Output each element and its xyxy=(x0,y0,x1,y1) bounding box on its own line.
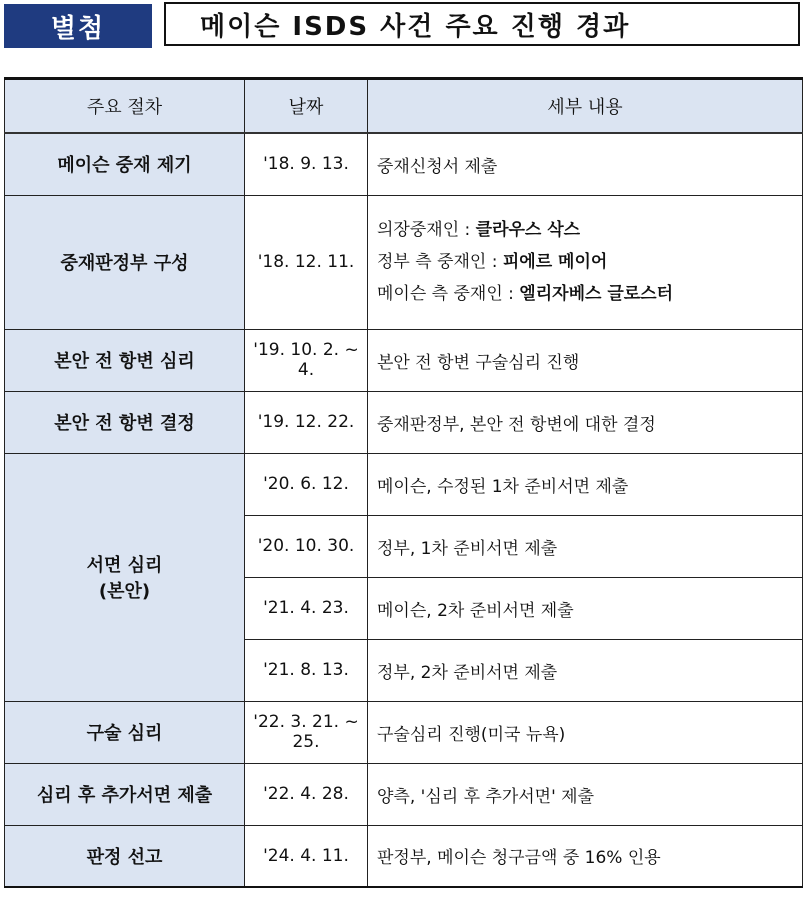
detail-cell: 구술심리 진행(미국 뉴욕) xyxy=(368,701,803,763)
table-row xyxy=(5,329,803,391)
date-cell: '20. 6. 12. xyxy=(245,453,368,515)
progress-table xyxy=(4,77,803,888)
arbitrator-role: 의장중재인 : xyxy=(377,220,476,240)
table-row xyxy=(5,391,803,453)
arbitrator-role: 정부 측 중재인 : xyxy=(377,252,503,272)
detail-cell: 양측, '심리 후 추가서면' 제출 xyxy=(368,763,803,825)
detail-cell: 판정부, 메이슨 청구금액 중 16% 인용 xyxy=(368,825,803,887)
arbitrator-line xyxy=(377,246,802,278)
arbitrator-name: 클라우스 삭스 xyxy=(475,220,581,240)
detail-cell: 메이슨, 수정된 1차 준비서면 제출 xyxy=(368,453,803,515)
detail-cell: 중재판정부, 본안 전 항변에 대한 결정 xyxy=(368,391,803,453)
date-cell: '21. 8. 13. xyxy=(245,639,368,701)
step-cell: 심리 후 추가서면 제출 xyxy=(5,763,245,825)
table-row xyxy=(5,133,803,195)
table-header-row xyxy=(5,79,803,134)
arbitrator-line xyxy=(377,214,802,246)
step-cell xyxy=(5,453,245,701)
date-cell: '19. 12. 22. xyxy=(245,391,368,453)
step-sublabel: (본안) xyxy=(98,581,151,602)
table-row xyxy=(5,701,803,763)
column-header-detail: 세부 내용 xyxy=(368,79,803,134)
step-cell: 메이슨 중재 제기 xyxy=(5,133,245,195)
detail-cell: 중재신청서 제출 xyxy=(368,133,803,195)
date-cell: '18. 9. 13. xyxy=(245,133,368,195)
table-row xyxy=(5,195,803,329)
table-row xyxy=(5,763,803,825)
step-cell: 판정 선고 xyxy=(5,825,245,887)
attachment-badge: 별첨 xyxy=(4,4,152,48)
table-row xyxy=(5,825,803,887)
step-label: 서면 심리 xyxy=(86,555,163,576)
arbitrator-line xyxy=(377,278,802,310)
date-cell: '18. 12. 11. xyxy=(245,195,368,329)
table-row xyxy=(5,453,803,515)
detail-cell: 정부, 1차 준비서면 제출 xyxy=(368,515,803,577)
detail-cell: 메이슨, 2차 준비서면 제출 xyxy=(368,577,803,639)
date-cell: '20. 10. 30. xyxy=(245,515,368,577)
step-cell: 구술 심리 xyxy=(5,701,245,763)
document-title-text: 메이슨 ISDS 사건 주요 진행 경과 xyxy=(200,11,631,42)
step-cell: 중재판정부 구성 xyxy=(5,195,245,329)
column-header-step: 주요 절차 xyxy=(5,79,245,134)
detail-cell: 본안 전 항변 구술심리 진행 xyxy=(368,329,803,391)
detail-cell: 정부, 2차 준비서면 제출 xyxy=(368,639,803,701)
step-cell: 본안 전 항변 심리 xyxy=(5,329,245,391)
date-cell: '22. 3. 21. ~ 25. xyxy=(245,701,368,763)
arbitrator-name: 피에르 메이어 xyxy=(502,252,608,272)
step-cell: 본안 전 항변 결정 xyxy=(5,391,245,453)
arbitrator-role: 메이슨 측 중재인 : xyxy=(377,284,520,304)
date-cell: '21. 4. 23. xyxy=(245,577,368,639)
date-cell: '24. 4. 11. xyxy=(245,825,368,887)
document-title xyxy=(164,2,800,46)
date-cell: '19. 10. 2. ~ 4. xyxy=(245,329,368,391)
date-cell: '22. 4. 28. xyxy=(245,763,368,825)
column-header-date: 날짜 xyxy=(245,79,368,134)
arbitrator-name: 엘리자베스 글로스터 xyxy=(519,284,674,304)
detail-cell xyxy=(368,195,803,329)
